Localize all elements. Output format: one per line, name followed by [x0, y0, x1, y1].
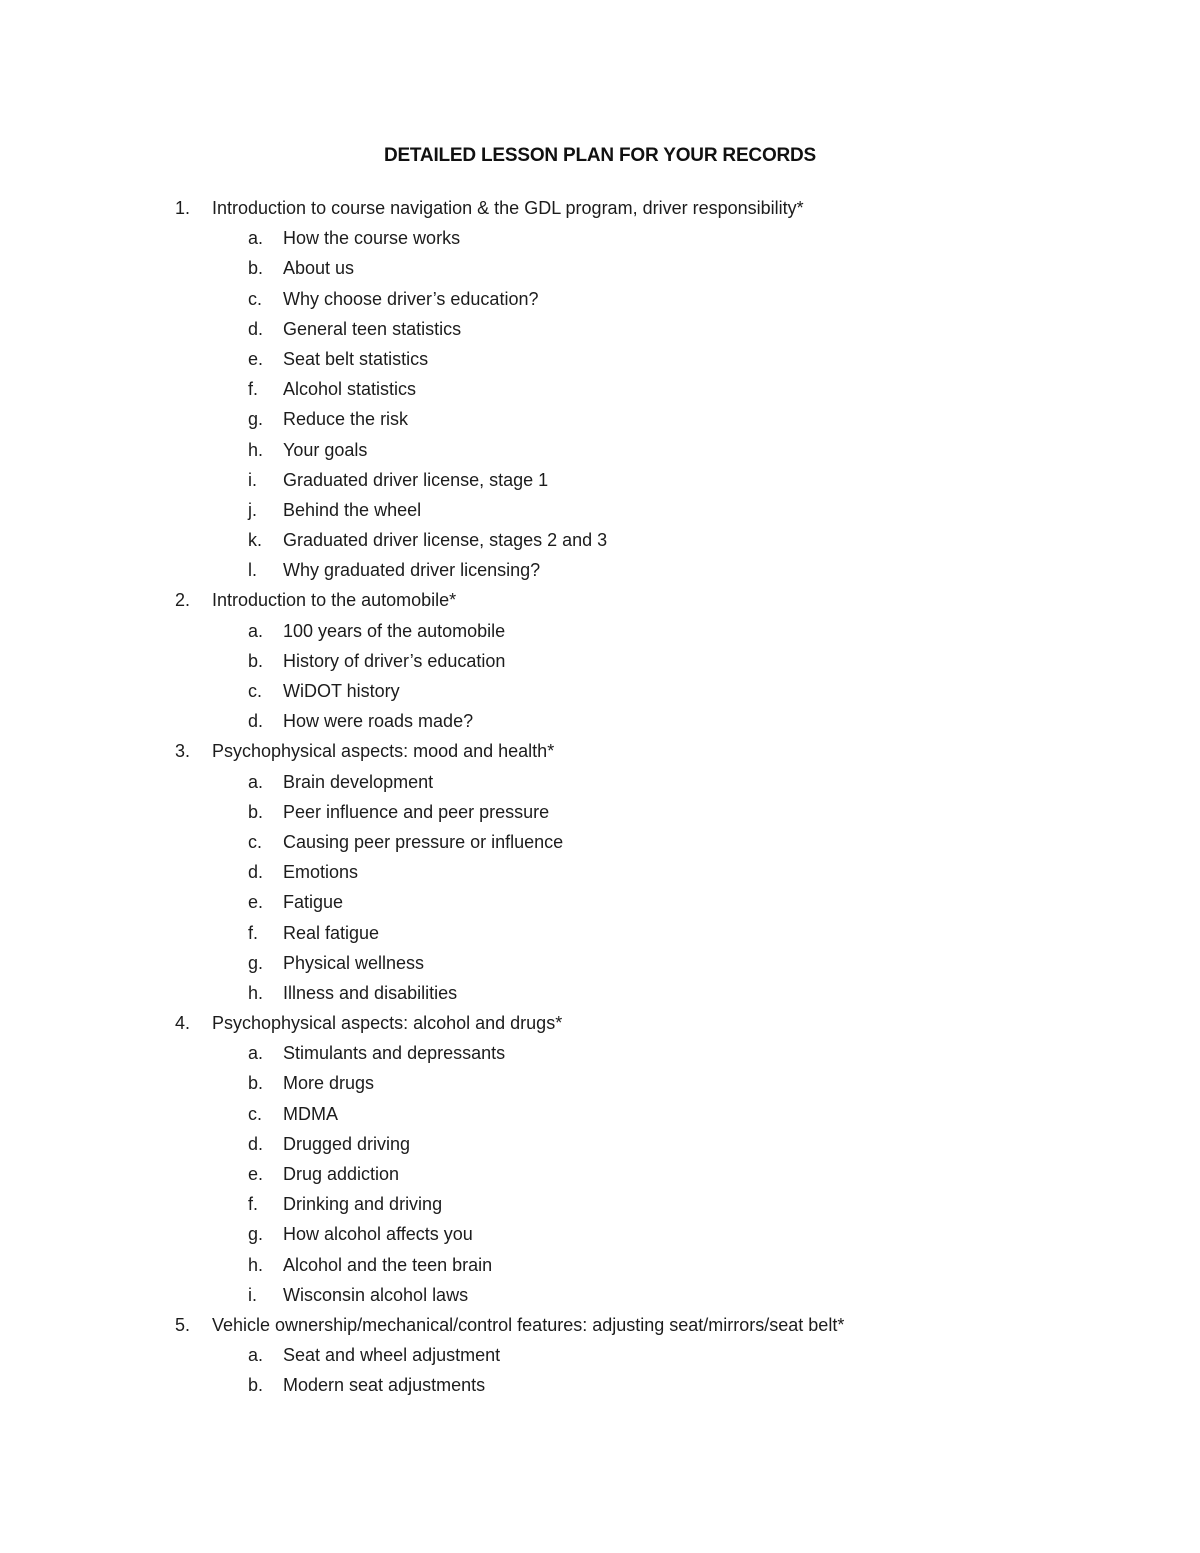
item-text: Graduated driver license, stages 2 and 3: [283, 530, 608, 551]
section-title: Vehicle ownership/mechanical/control features: adjusting seat/mirrors/seat belt*: [212, 1314, 845, 1335]
item-letter: g.: [248, 409, 264, 430]
item-letter: i.: [248, 469, 257, 490]
item-letter: a.: [248, 1345, 264, 1366]
item-text: Illness and disabilities: [283, 982, 458, 1003]
list-item: [0, 706, 1200, 736]
item-letter: k.: [248, 530, 263, 551]
section-heading: [0, 193, 1200, 223]
item-text: Peer influence and peer pressure: [283, 801, 550, 822]
item-text: Wisconsin alcohol laws: [283, 1284, 469, 1305]
item-letter: h.: [248, 982, 264, 1003]
lesson-outline: [0, 193, 1200, 1401]
item-letter: f.: [248, 1194, 259, 1215]
list-item: [0, 253, 1200, 283]
list-item: [0, 767, 1200, 797]
item-letter: d.: [248, 1133, 264, 1154]
list-item: [0, 676, 1200, 706]
item-text: Causing peer pressure or influence: [283, 831, 564, 852]
item-text: Drug addiction: [283, 1164, 400, 1184]
section-title: Introduction to the automobile*: [212, 590, 457, 611]
list-item: [0, 1370, 1200, 1400]
list-item: [0, 797, 1200, 827]
list-item: [0, 1280, 1200, 1310]
section-heading: [0, 736, 1200, 766]
item-text: Reduce the risk: [283, 409, 409, 430]
list-item: [0, 1340, 1200, 1370]
item-letter: d.: [248, 711, 264, 732]
item-text: Graduated driver license, stage 1: [283, 469, 549, 490]
item-text: History of driver’s education: [283, 650, 506, 671]
document-title: DETAILED LESSON PLAN FOR YOUR RECORDS: [383, 145, 817, 166]
item-letter: j.: [248, 499, 257, 520]
item-letter: c.: [248, 681, 263, 701]
item-text: How were roads made?: [283, 711, 474, 732]
item-letter: a.: [248, 620, 264, 641]
item-text: Alcohol statistics: [283, 379, 417, 400]
item-letter: l.: [248, 560, 257, 581]
item-letter: a.: [248, 228, 264, 249]
item-text: Brain development: [283, 771, 434, 792]
item-letter: b.: [248, 650, 264, 671]
section-number: 2.: [175, 590, 191, 611]
item-text: Stimulants and depressants: [283, 1043, 506, 1064]
item-letter: d.: [248, 862, 264, 883]
item-text: Alcohol and the teen brain: [283, 1254, 493, 1275]
section-title: Psychophysical aspects: alcohol and drugs*: [212, 1013, 563, 1034]
item-text: Emotions: [283, 862, 359, 883]
list-item: [0, 646, 1200, 676]
item-text: Why graduated driver licensing?: [283, 560, 541, 581]
item-letter: i.: [248, 1284, 257, 1305]
item-letter: d.: [248, 318, 264, 339]
list-item: [0, 1250, 1200, 1280]
list-item: [0, 918, 1200, 948]
section-number: 1.: [175, 198, 191, 218]
list-item: [0, 404, 1200, 434]
item-letter: c.: [248, 288, 263, 309]
item-text: How the course works: [283, 228, 461, 249]
item-letter: b.: [248, 801, 264, 822]
list-item: [0, 435, 1200, 465]
item-letter: e.: [248, 348, 264, 369]
item-text: Drugged driving: [283, 1133, 411, 1154]
item-letter: e.: [248, 1164, 264, 1184]
section-heading: [0, 1008, 1200, 1038]
item-letter: b.: [248, 1375, 264, 1396]
item-text: 100 years of the automobile: [283, 620, 506, 641]
item-text: General teen statistics: [283, 318, 462, 339]
list-item: [0, 616, 1200, 646]
item-text: Physical wellness: [283, 952, 425, 973]
item-text: About us: [283, 258, 355, 279]
item-letter: c.: [248, 1103, 263, 1124]
item-text: MDMA: [283, 1103, 338, 1124]
list-item: [0, 314, 1200, 344]
item-text: More drugs: [283, 1073, 375, 1094]
list-item: [0, 495, 1200, 525]
section-title: Psychophysical aspects: mood and health*: [212, 741, 555, 762]
item-text: Seat and wheel adjustment: [283, 1345, 501, 1366]
item-text: Seat belt statistics: [283, 348, 429, 369]
list-item: [0, 1038, 1200, 1068]
item-text: Drinking and driving: [283, 1194, 443, 1215]
item-text: Fatigue: [283, 892, 344, 913]
item-letter: h.: [248, 1254, 264, 1275]
item-text: Why choose driver’s education?: [283, 288, 539, 309]
item-text: How alcohol affects you: [283, 1224, 473, 1245]
list-item: [0, 1068, 1200, 1098]
section-number: 3.: [175, 741, 191, 762]
item-text: Modern seat adjustments: [283, 1375, 486, 1396]
item-text: WiDOT history: [283, 681, 400, 701]
list-item: [0, 887, 1200, 917]
item-letter: e.: [248, 892, 264, 913]
section-heading: [0, 1310, 1200, 1340]
section-number: 5.: [175, 1314, 191, 1335]
list-item: [0, 284, 1200, 314]
list-item: [0, 555, 1200, 585]
list-item: [0, 857, 1200, 887]
list-item: [0, 525, 1200, 555]
list-item: [0, 1099, 1200, 1129]
section-heading: [0, 585, 1200, 615]
item-text: Behind the wheel: [283, 499, 422, 520]
list-item: [0, 948, 1200, 978]
section-title: Introduction to course navigation & the GDL program, driver responsibility*: [212, 198, 804, 218]
item-letter: a.: [248, 771, 264, 792]
list-item: [0, 374, 1200, 404]
list-item: [0, 978, 1200, 1008]
list-item: [0, 1159, 1200, 1189]
item-letter: g.: [248, 952, 264, 973]
list-item: [0, 1189, 1200, 1219]
item-text: Real fatigue: [283, 922, 380, 943]
list-item: [0, 1129, 1200, 1159]
item-letter: b.: [248, 258, 264, 279]
list-item: [0, 465, 1200, 495]
item-text: Your goals: [283, 439, 368, 460]
list-item: [0, 827, 1200, 857]
list-item: [0, 223, 1200, 253]
item-letter: c.: [248, 831, 263, 852]
item-letter: a.: [248, 1043, 264, 1064]
item-letter: f.: [248, 922, 259, 943]
item-letter: g.: [248, 1224, 264, 1245]
item-letter: f.: [248, 379, 259, 400]
section-number: 4.: [175, 1013, 191, 1034]
item-letter: b.: [248, 1073, 264, 1094]
list-item: [0, 344, 1200, 374]
list-item: [0, 1219, 1200, 1249]
item-letter: h.: [248, 439, 264, 460]
